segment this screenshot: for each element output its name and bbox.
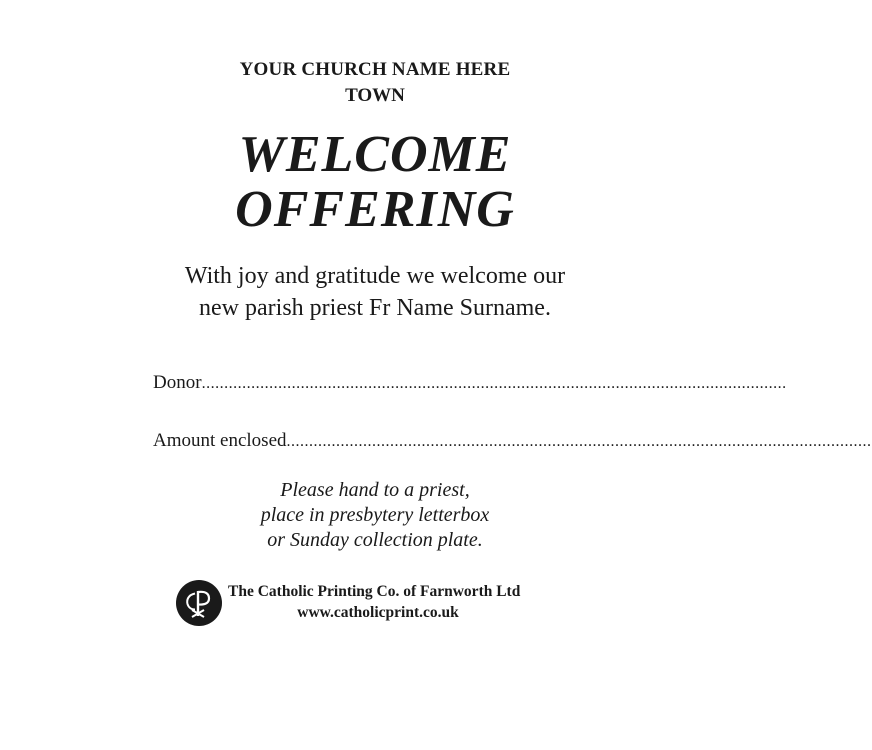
donor-label: Donor <box>153 372 202 393</box>
church-name: YOUR CHURCH NAME HERE <box>239 59 511 80</box>
printer-url: www.catholicprint.co.uk <box>297 604 459 621</box>
amount-field <box>153 430 872 452</box>
instruction-line-2: place in presbytery letterbox <box>260 504 490 526</box>
instruction-line-3: or Sunday collection plate. <box>267 529 483 551</box>
instruction-line-1: Please hand to a priest, <box>280 479 470 501</box>
amount-dotted-line: .................................................................................................................................. <box>286 433 872 450</box>
donor-dotted-line: .................................................................................................................................. <box>201 375 787 392</box>
intro-line-1: With joy and gratitude we welcome our <box>184 263 566 289</box>
intro-line-2: new parish priest Fr Name Surname. <box>199 295 551 321</box>
title-line-2: OFFERING <box>235 181 515 238</box>
town-name: TOWN <box>345 85 405 106</box>
printer-name: The Catholic Printing Co. of Farnworth Ltd <box>228 583 521 600</box>
amount-label: Amount enclosed <box>153 430 287 451</box>
donor-field <box>153 372 787 394</box>
title-line-1: WELCOME <box>238 126 512 183</box>
